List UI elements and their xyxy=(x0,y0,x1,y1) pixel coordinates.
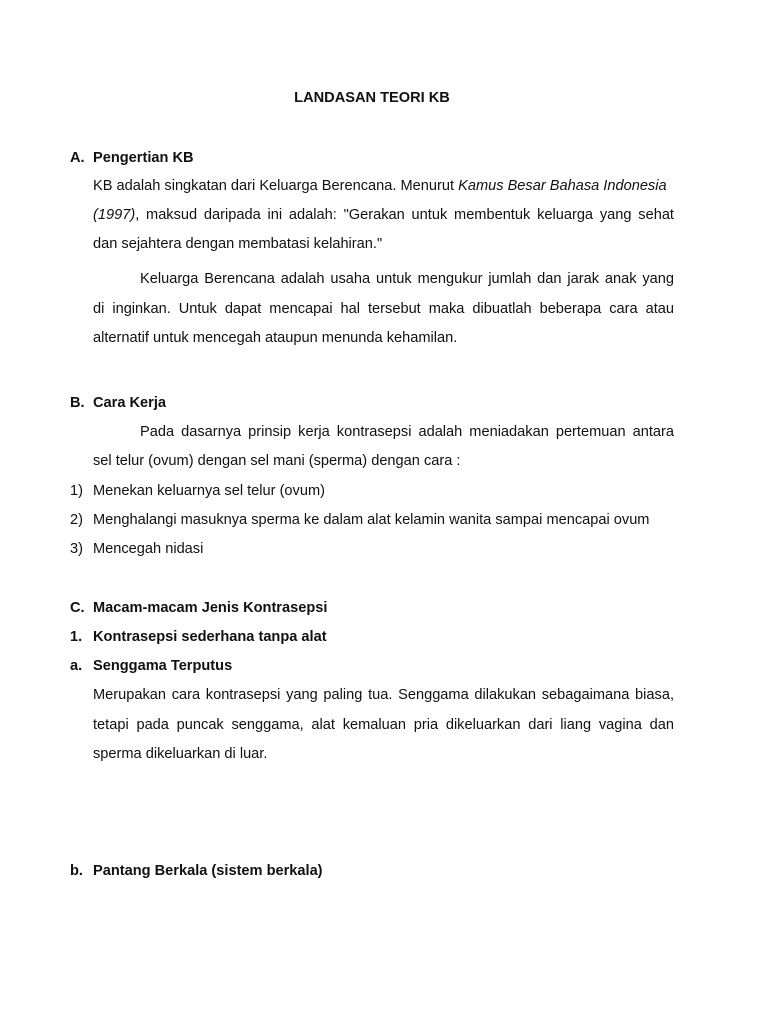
section-a-marker: A. xyxy=(70,150,85,166)
list-item-marker: 2) xyxy=(70,512,83,528)
subsection-1-heading: Kontrasepsi sederhana tanpa alat xyxy=(93,629,327,645)
item-a-line1: Merupakan cara kontrasepsi yang paling tua. Senggama dilakukan sebagaimana biasa, xyxy=(93,687,674,703)
section-b-p1-line1: Pada dasarnya prinsip kerja kontrasepsi adalah meniadakan pertemuan antara xyxy=(140,424,674,440)
section-b-p1-line2: sel telur (ovum) dengan sel mani (sperma) dengan cara : xyxy=(93,453,461,469)
section-a-p1-line3: dan sejahtera dengan membatasi kelahiran." xyxy=(93,236,383,252)
section-a-p2-line2: di inginkan. Untuk dapat mencapai hal tersebut maka dibuatlah beberapa cara atau xyxy=(93,301,674,317)
text-run: KB adalah singkatan dari Keluarga Berencana. Menurut xyxy=(93,178,459,194)
italic-text-run: (1997) xyxy=(93,207,136,223)
list-item: Menghalangi masuknya sperma ke dalam alat kelamin wanita sampai mencapai ovum xyxy=(93,512,650,528)
item-a-heading: Senggama Terputus xyxy=(93,658,233,674)
page-title: LANDASAN TEORI KB xyxy=(294,90,450,106)
section-b-marker: B. xyxy=(70,395,85,411)
section-a-p1-line2 xyxy=(93,205,674,225)
section-b-heading: Cara Kerja xyxy=(93,395,167,411)
item-a-line2: tetapi pada puncak senggama, alat kemaluan pria dikeluarkan dari liang vagina dan xyxy=(93,717,674,733)
section-a-p1-line1 xyxy=(93,176,667,196)
section-a-p2-line3: alternatif untuk mencegah ataupun menunda kehamilan. xyxy=(93,330,458,346)
section-c-marker: C. xyxy=(70,600,85,616)
italic-text-run: Kamus Besar Bahasa Indonesia xyxy=(458,178,667,194)
section-a-heading: Pengertian KB xyxy=(93,150,194,166)
list-item-marker: 1) xyxy=(70,483,83,499)
item-b-marker: b. xyxy=(70,863,83,879)
item-a-line3: sperma dikeluarkan di luar. xyxy=(93,746,268,762)
list-item-marker: 3) xyxy=(70,541,83,557)
section-a-p2-line1: Keluarga Berencana adalah usaha untuk mengukur jumlah dan jarak anak yang xyxy=(140,271,674,287)
list-item: Mencegah nidasi xyxy=(93,541,204,557)
item-b-heading: Pantang Berkala (sistem berkala) xyxy=(93,863,323,879)
list-item: Menekan keluarnya sel telur (ovum) xyxy=(93,483,325,499)
item-a-marker: a. xyxy=(70,658,83,674)
section-c-heading: Macam-macam Jenis Kontrasepsi xyxy=(93,600,328,616)
subsection-1-marker: 1. xyxy=(70,629,83,645)
text-run: , maksud daripada ini adalah: "Gerakan untuk membentuk keluarga yang sehat xyxy=(135,207,674,223)
